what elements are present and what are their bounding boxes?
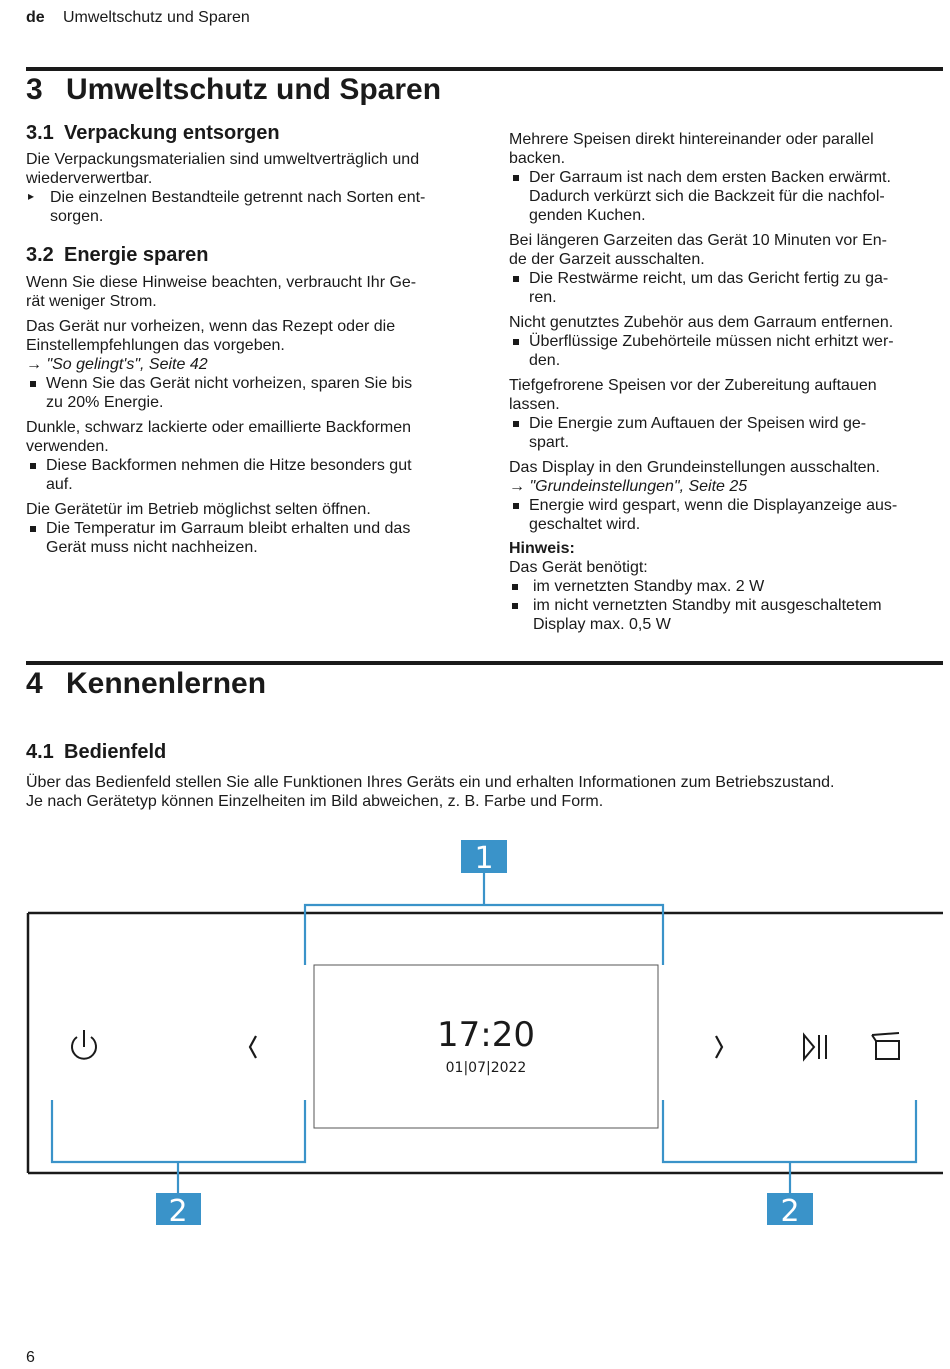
paragraph: Das Display in den Grundeinstellungen ausschalten. xyxy=(509,459,880,476)
bullet-item: Wenn Sie das Gerät nicht vorheizen, sparen Sie bis zu 20% Energie. xyxy=(26,374,471,412)
door-open-icon[interactable] xyxy=(872,1033,899,1059)
bullet-item: Die Temperatur im Garraum bleibt erhalten und das Gerät muss nicht nachheizen. xyxy=(26,519,471,557)
section-title: Kennenlernen xyxy=(66,667,267,700)
chevron-left-icon[interactable] xyxy=(250,1036,256,1058)
bullet-item: Energie wird gespart, wenn die Displayanzeige aus- geschaltet wird. xyxy=(509,496,943,534)
note-text: Das Gerät benötigt: xyxy=(509,559,648,576)
subsection-heading xyxy=(26,741,166,764)
note-item: im vernetzten Standby max. 2 W xyxy=(509,577,943,596)
callout-label-1: 1 xyxy=(474,841,494,876)
bullet-item: Diese Backformen nehmen die Hitze besonders gut auf. xyxy=(26,456,471,494)
subsection-title: Energie sparen xyxy=(64,244,209,266)
header-language: de xyxy=(26,9,45,26)
section-title: Umweltschutz und Sparen xyxy=(66,73,442,106)
chevron-right-icon[interactable] xyxy=(716,1036,722,1058)
callout-label-2-left: 2 xyxy=(168,1194,188,1229)
bullet-item: Die Restwärme reicht, um das Gericht fertig zu ga- ren. xyxy=(509,269,943,307)
section-rule xyxy=(26,67,943,71)
subsection-heading xyxy=(26,124,471,143)
cross-reference: → "Grundeinstellungen", Seite 25 xyxy=(509,478,748,495)
display-time: 17:20 xyxy=(437,1015,535,1055)
note-title: Hinweis: xyxy=(509,540,575,557)
paragraph: Nicht genutztes Zubehör aus dem Garraum entfernen. xyxy=(509,314,894,331)
subsection-title: Verpackung entsorgen xyxy=(64,122,280,144)
subsection-number: 4.1 xyxy=(26,741,54,763)
callout-bracket-top xyxy=(305,873,663,965)
bullet-item: Überflüssige Zubehörteile müssen nicht erhitzt wer- den. xyxy=(509,332,943,370)
section-heading xyxy=(26,667,266,701)
paragraph: Wenn Sie diese Hinweise beachten, verbraucht Ihr Ge- rät weniger Strom. xyxy=(26,274,417,310)
left-column xyxy=(26,124,471,557)
display-date: 01|07|2022 xyxy=(445,1060,527,1076)
control-panel-figure xyxy=(0,830,950,1230)
paragraph: Tiefgefrorene Speisen vor der Zubereitung auftauen lassen. xyxy=(509,377,877,413)
callout-bracket-left xyxy=(52,1100,305,1193)
subsection-number: 3.2 xyxy=(26,244,54,266)
section-heading xyxy=(26,73,441,107)
callout-bracket-right xyxy=(663,1100,916,1193)
paragraph: Die Gerätetür im Betrieb möglichst selten öffnen. xyxy=(26,501,371,518)
right-column xyxy=(509,130,943,634)
paragraph: Bei längeren Garzeiten das Gerät 10 Minuten vor En- de der Garzeit ausschalten. xyxy=(509,232,887,268)
paragraph: Die Verpackungsmaterialien sind umweltverträglich und wiederverwertbar. xyxy=(26,151,420,187)
header-title: Umweltschutz und Sparen xyxy=(63,9,250,26)
play-pause-icon[interactable] xyxy=(804,1035,826,1059)
paragraph: Mehrere Speisen direkt hintereinander oder parallel backen. xyxy=(509,131,874,167)
paragraph: Das Gerät nur vorheizen, wenn das Rezept oder die Einstellempfehlungen das vorgeben. xyxy=(26,318,396,354)
paragraph: Über das Bedienfeld stellen Sie alle Funktionen Ihres Geräts ein und erhalten Informationen zum Betriebszustand. Je nach Gerätetyp können Einzelheiten im Bild abweichen, z. B. Farbe und Form. xyxy=(26,774,835,810)
section-number: 3 xyxy=(26,73,43,106)
bullet-item: Die Energie zum Auftauen der Speisen wird ge- spart. xyxy=(509,414,943,452)
section-number: 4 xyxy=(26,667,43,700)
cross-reference: → "So gelingt's", Seite 42 xyxy=(26,356,208,373)
note-item: im nicht vernetzten Standby mit ausgeschaltetem Display max. 0,5 W xyxy=(509,596,943,634)
section-rule xyxy=(26,661,943,665)
instruction-step: ▸ Die einzelnen Bestandteile getrennt nach Sorten ent- sorgen. xyxy=(26,188,471,226)
subsection-number: 3.1 xyxy=(26,122,54,144)
bullet-item: Der Garraum ist nach dem ersten Backen erwärmt. Dadurch verkürzt sich die Backzeit für die nachfol- genden Kuchen. xyxy=(509,168,943,225)
subsection-title: Bedienfeld xyxy=(64,741,167,763)
paragraph: Dunkle, schwarz lackierte oder emaillierte Backformen verwenden. xyxy=(26,419,412,455)
subsection-heading xyxy=(26,246,471,265)
callout-label-2-right: 2 xyxy=(780,1194,800,1229)
power-icon[interactable] xyxy=(72,1030,96,1059)
page-number: 6 xyxy=(26,1349,35,1366)
